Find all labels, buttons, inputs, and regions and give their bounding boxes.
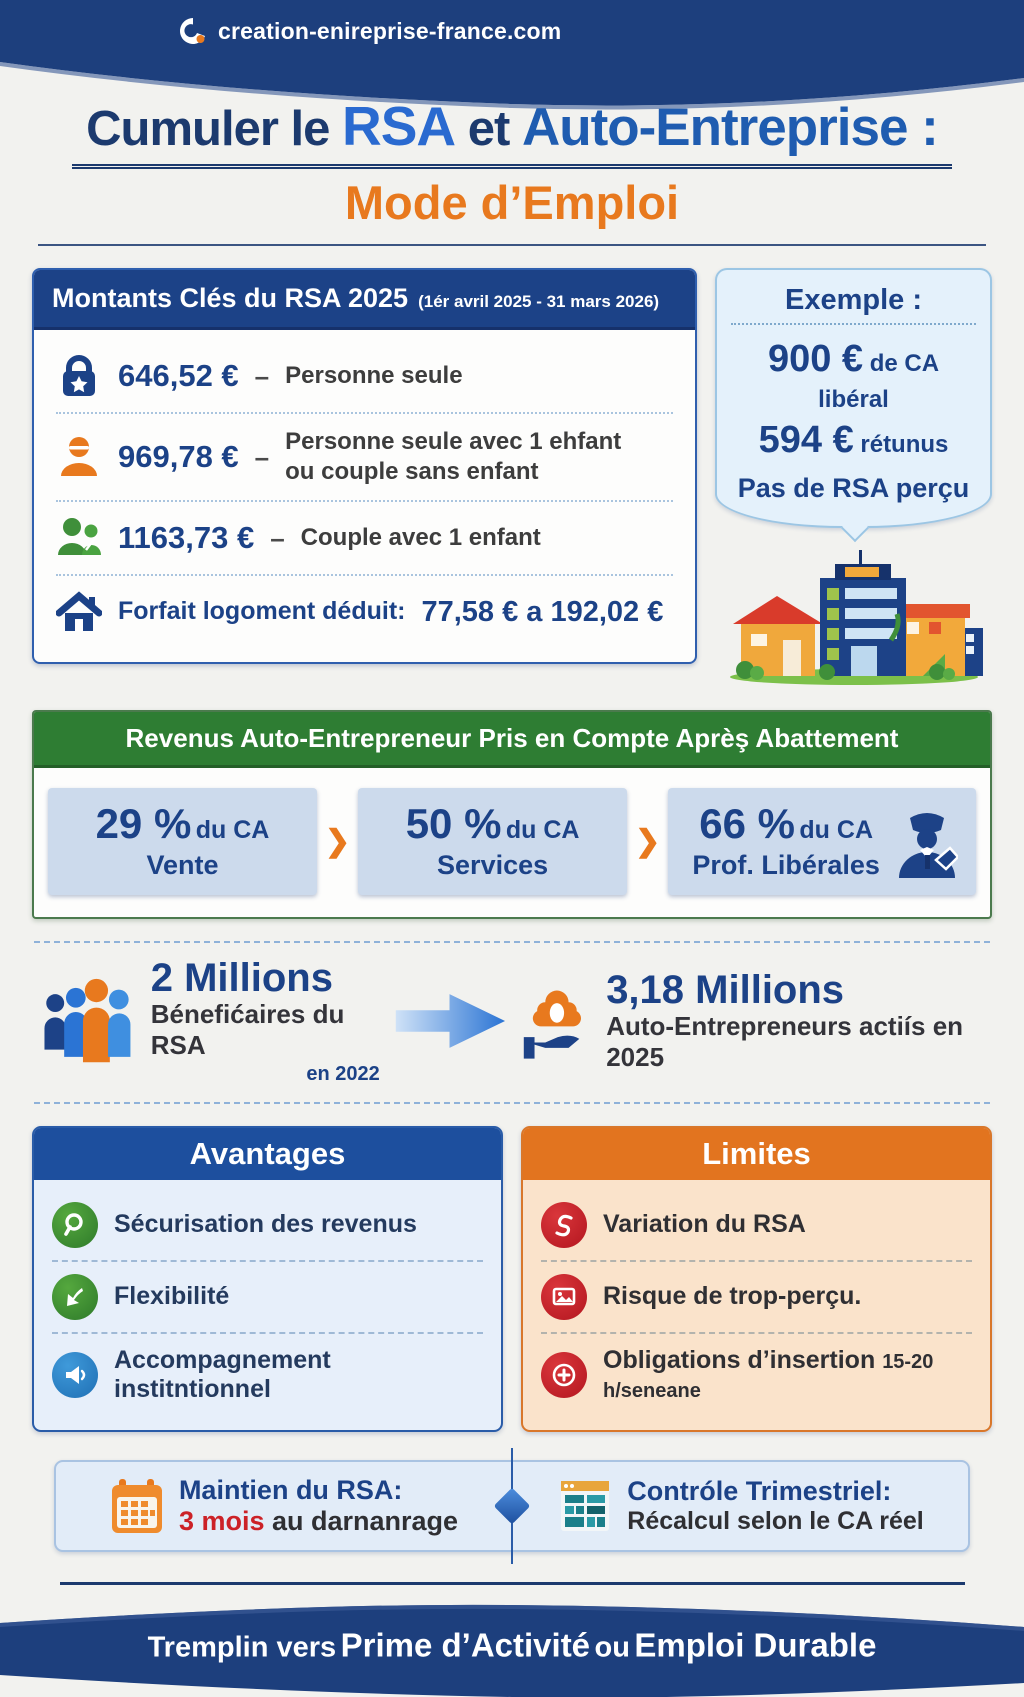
title-part2: Auto-Entreprise : bbox=[521, 98, 938, 157]
abattement-panel bbox=[32, 710, 992, 919]
exemple-line2 bbox=[731, 416, 976, 465]
limite-row-obligations bbox=[541, 1332, 972, 1416]
avantages-limites-row bbox=[32, 1126, 992, 1432]
title-underline bbox=[72, 164, 952, 169]
dash: – bbox=[254, 441, 270, 472]
montant-label: Couple avec 1 enfant bbox=[300, 524, 541, 551]
avantage-row-accompagnement bbox=[52, 1332, 483, 1416]
arrow-right-icon bbox=[394, 981, 509, 1061]
site-logo-icon bbox=[178, 16, 208, 46]
spreadsheet-icon bbox=[557, 1477, 613, 1535]
plus-icon bbox=[541, 1352, 587, 1398]
exemple-line1 bbox=[731, 335, 976, 416]
variation-icon bbox=[541, 1202, 587, 1248]
montants-date-note: (1ér avril 2025 - 31 mars 2026) bbox=[418, 292, 660, 311]
page-subtitle: Mode d’Emploi bbox=[344, 176, 680, 229]
limites-items bbox=[523, 1180, 990, 1430]
footer-bold2: Emploi Durable bbox=[634, 1626, 877, 1664]
stat-right-label: Auto-Entrepreneurs actiís en 2025 bbox=[606, 1011, 964, 1073]
abattement-value: 50 % bbox=[405, 799, 502, 847]
title-part1: Cumuler le bbox=[86, 102, 330, 156]
montant-label: Personne seule bbox=[285, 362, 463, 389]
person-icon bbox=[56, 434, 102, 480]
stat-right-value: 3,18 Millions bbox=[606, 968, 845, 1013]
title-block bbox=[0, 94, 1024, 246]
title-rsa: RSA bbox=[342, 95, 456, 157]
avantage-label: Flexibilité bbox=[114, 1282, 230, 1311]
montant-label-line1: Personne seule avec 1 ehfant bbox=[285, 428, 622, 455]
montant-label-line2: ou couple sans enfant bbox=[285, 458, 539, 485]
exemple-ca-value: 900 € bbox=[767, 338, 864, 380]
abattement-cards bbox=[34, 768, 990, 917]
people-group-icon bbox=[40, 969, 137, 1073]
montant-label bbox=[285, 427, 621, 487]
montants-cles-panel bbox=[32, 268, 697, 664]
exemple-column bbox=[715, 268, 992, 686]
avantage-label: Sécurisation des revenus bbox=[114, 1210, 417, 1239]
avantage-row-flexibilite bbox=[52, 1260, 483, 1332]
subtitle-rule bbox=[38, 244, 986, 246]
page-title bbox=[0, 94, 1024, 158]
limite-row-variation bbox=[541, 1190, 972, 1260]
limite-label-main: Obligations d’insertion bbox=[603, 1345, 876, 1374]
family-icon bbox=[56, 515, 102, 561]
montants-title: Montants Clés du RSA 2025 bbox=[52, 283, 409, 313]
strip-divider bbox=[511, 1448, 513, 1564]
city-illustration bbox=[723, 544, 985, 686]
montant-row-personne-enfant bbox=[56, 412, 673, 500]
chevron-right-icon: ❯ bbox=[635, 824, 661, 858]
montant-row-forfait-logement bbox=[56, 574, 673, 648]
abattement-label: Prof. Libérales bbox=[692, 849, 880, 880]
abattement-unit: du CA bbox=[505, 815, 580, 844]
title-et: et bbox=[467, 102, 510, 156]
alert-image-icon bbox=[541, 1274, 587, 1320]
main-content-row bbox=[32, 268, 992, 686]
controle-title: Contróle Trimestriel: bbox=[627, 1475, 892, 1506]
montant-amount: 646,52 € bbox=[118, 358, 239, 393]
maintien-suffix: au darnanrage bbox=[272, 1505, 459, 1536]
megaphone-icon bbox=[52, 1352, 98, 1398]
maintien-title: Maintien du RSA: bbox=[178, 1474, 403, 1505]
limites-title: Limites bbox=[523, 1128, 990, 1180]
limite-label: Risque de trop-perçu. bbox=[603, 1282, 862, 1311]
flexibility-icon bbox=[52, 1274, 98, 1320]
abattement-card-vente bbox=[48, 788, 317, 895]
search-icon bbox=[52, 1202, 98, 1248]
stat-left-note: en 2022 bbox=[306, 1062, 380, 1085]
exemple-title: Exemple : bbox=[731, 284, 976, 325]
montants-header bbox=[34, 270, 695, 330]
abattement-value: 66 % bbox=[699, 799, 795, 847]
footer-bold1: Prime d’Activité bbox=[340, 1626, 591, 1664]
businessman-icon bbox=[896, 802, 958, 878]
stat-right bbox=[606, 969, 984, 1073]
stat-left-label: Bénefićaires du RSA bbox=[150, 998, 345, 1060]
dash: – bbox=[254, 360, 270, 391]
maintien-duree: 3 mois bbox=[178, 1505, 265, 1536]
bottom-info-strip bbox=[54, 1460, 970, 1552]
avantages-panel bbox=[32, 1126, 503, 1432]
montant-amount: 1163,73 € bbox=[118, 520, 255, 555]
forfait-amount: 77,58 € a 192,02 € bbox=[421, 595, 664, 628]
limite-label-note: 15-20 h/seneane bbox=[603, 1350, 934, 1402]
montant-row-couple-enfant bbox=[56, 500, 673, 574]
maintien-text bbox=[179, 1475, 458, 1537]
exemple-retenu-value: 594 € bbox=[758, 418, 854, 461]
exemple-retenu-text: rétunus bbox=[860, 430, 949, 458]
controle-trimestriel-block bbox=[513, 1476, 968, 1536]
footer-message bbox=[148, 1626, 877, 1664]
abattement-value: 29 % bbox=[95, 799, 192, 847]
chevron-right-icon: ❯ bbox=[324, 824, 351, 858]
abattement-card-liberales bbox=[668, 788, 976, 895]
site-branding bbox=[178, 16, 561, 46]
montants-items bbox=[34, 330, 695, 662]
footer-ribbon bbox=[0, 1597, 1024, 1697]
site-url: creation-enireprise-france.com bbox=[218, 17, 562, 44]
lock-icon bbox=[56, 353, 102, 399]
maintien-rsa-block bbox=[56, 1475, 511, 1537]
montant-amount: 969,78 € bbox=[118, 439, 239, 474]
abattement-label: Services bbox=[437, 849, 549, 880]
abattement-banner: Revenus Auto-Entrepreneur Pris en Compte Aprèş Abattement bbox=[34, 712, 990, 768]
avantages-items bbox=[34, 1180, 501, 1430]
abattement-label: Vente bbox=[146, 849, 219, 880]
montant-row-personne-seule bbox=[56, 340, 673, 412]
limites-panel bbox=[521, 1126, 992, 1432]
exemple-line3: Pas de RSA perçu bbox=[737, 472, 970, 503]
exemple-callout bbox=[715, 268, 992, 528]
stats-row bbox=[34, 941, 990, 1104]
controle-text bbox=[627, 1476, 923, 1536]
controle-subtitle: Récalcul selon le CA réel bbox=[627, 1506, 924, 1535]
avantage-label: Accompagnement institntionnel bbox=[114, 1345, 331, 1403]
calendar-icon bbox=[109, 1477, 165, 1535]
limite-label bbox=[603, 1346, 972, 1404]
dash: – bbox=[270, 522, 285, 553]
footer-pre: Tremplin vers bbox=[147, 1631, 337, 1664]
stat-left bbox=[151, 957, 380, 1086]
avantages-title: Avantages bbox=[34, 1128, 501, 1180]
footer-mid: ou bbox=[594, 1631, 630, 1664]
stat-left-value: 2 Millions bbox=[150, 955, 333, 1000]
abattement-card-services bbox=[358, 788, 627, 895]
house-icon bbox=[56, 589, 102, 635]
abattement-unit: du CA bbox=[195, 815, 270, 844]
forfait-label: Forfait logoment déduit: bbox=[118, 597, 406, 626]
avantage-row-securisation bbox=[52, 1190, 483, 1260]
hand-person-icon bbox=[522, 975, 592, 1067]
exemple-ca-text: de CA libéral bbox=[818, 350, 940, 414]
limite-label: Variation du RSA bbox=[603, 1210, 806, 1239]
pre-footer-rule bbox=[60, 1582, 965, 1585]
limite-row-trop-percu bbox=[541, 1260, 972, 1332]
abattement-unit: du CA bbox=[799, 815, 874, 844]
